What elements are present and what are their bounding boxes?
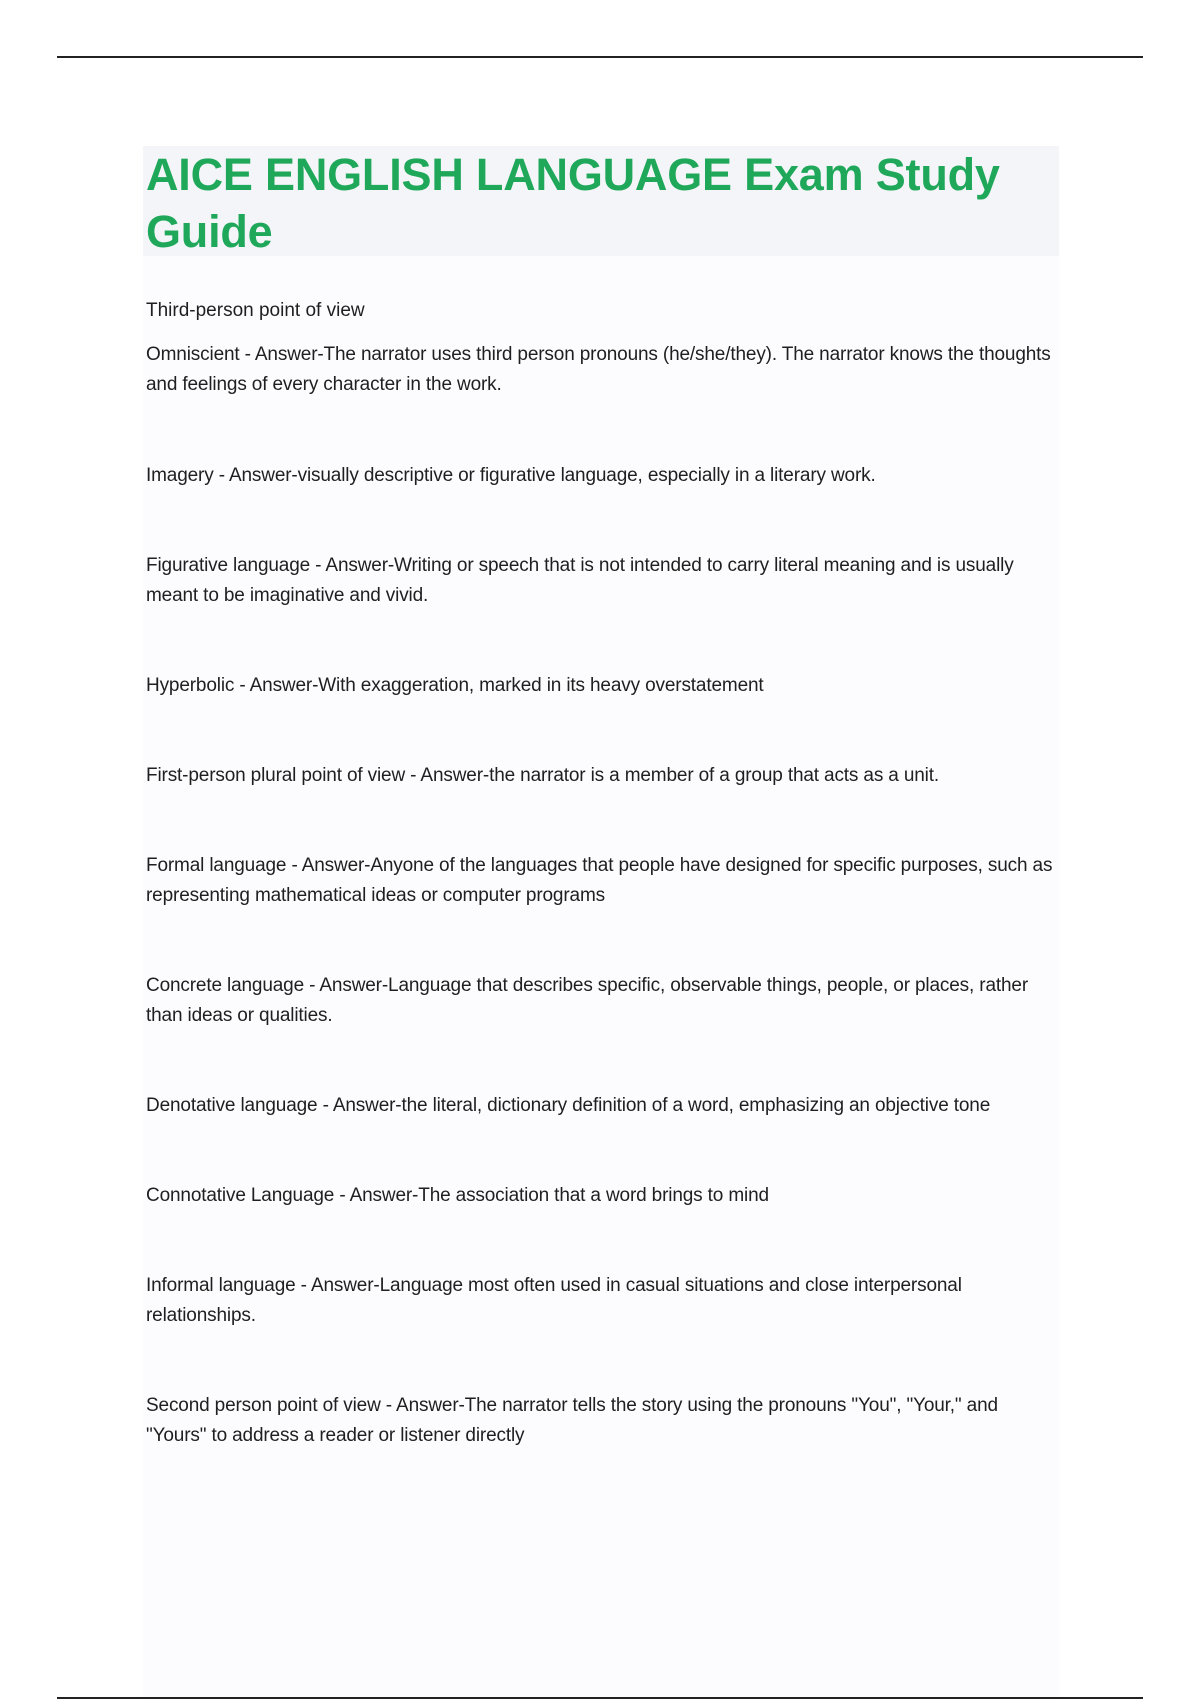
entry-second-person: Second person point of view - Answer-The narrator tells the story using the pronouns "You", "Your," and "Yours" to address a reader or listener directly <box>146 1395 998 1446</box>
entries-list <box>143 340 1059 1451</box>
title-band <box>143 146 1059 256</box>
document-title: AICE ENGLISH LANGUAGE Exam Study Guide <box>146 149 1000 257</box>
page-content <box>143 146 1059 1698</box>
entry-omniscient: Omniscient - Answer-The narrator uses third person pronouns (he/she/they). The narrator knows the thoughts and feelings of every character in the work. <box>146 344 1051 395</box>
bottom-rule <box>57 1697 1143 1699</box>
entry-first-person-plural: First-person plural point of view - Answer-the narrator is a member of a group that acts as a unit. <box>146 765 940 786</box>
entry-connotative-language: Connotative Language - Answer-The association that a word brings to mind <box>146 1185 769 1206</box>
top-rule <box>57 56 1143 58</box>
entry-informal-language: Informal language - Answer-Language most often used in casual situations and close interpersonal relationships. <box>146 1275 962 1326</box>
entry-concrete-language: Concrete language - Answer-Language that describes specific, observable things, people, or places, rather than ideas or qualities. <box>146 975 1029 1026</box>
entry-figurative-language: Figurative language - Answer-Writing or speech that is not intended to carry literal meaning and is usually meant to be imaginative and vivid. <box>146 555 1014 606</box>
entry-imagery: Imagery - Answer-visually descriptive or figurative language, especially in a literary work. <box>146 465 876 486</box>
entry-denotative-language: Denotative language - Answer-the literal, dictionary definition of a word, emphasizing an objective tone <box>146 1095 991 1116</box>
entry-hyperbolic: Hyperbolic - Answer-With exaggeration, marked in its heavy overstatement <box>146 675 764 696</box>
intro-line: Third-person point of view <box>146 300 365 321</box>
entry-formal-language: Formal language - Answer-Anyone of the languages that people have designed for specific purposes, such as representing mathematical ideas or computer programs <box>146 855 1053 906</box>
